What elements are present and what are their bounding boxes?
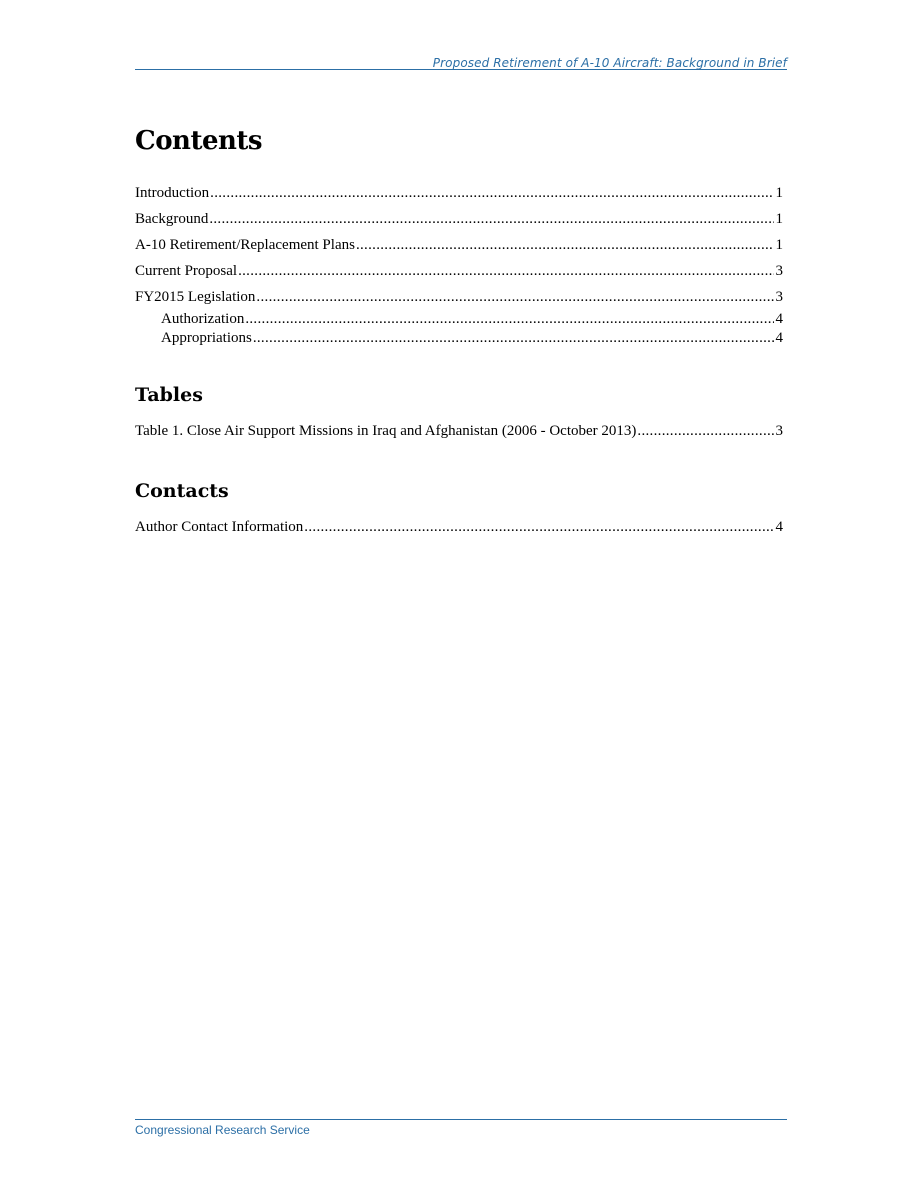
toc-entry-label: Introduction bbox=[135, 185, 210, 201]
toc-entry-page: 1 bbox=[775, 211, 783, 227]
contacts-list bbox=[135, 514, 783, 540]
toc-entry-label: Background bbox=[135, 211, 209, 227]
toc-entry-label: Authorization bbox=[161, 311, 245, 327]
running-header bbox=[135, 54, 787, 70]
publisher-name: Congressional Research Service bbox=[135, 1123, 310, 1137]
dot-leader bbox=[238, 258, 773, 284]
toc-entry-background[interactable] bbox=[135, 206, 783, 232]
toc-entry-label: Appropriations bbox=[161, 330, 252, 346]
contents-list bbox=[135, 180, 783, 348]
toc-entry-current-proposal[interactable] bbox=[135, 258, 783, 284]
toc-entry-label: Current Proposal bbox=[135, 263, 238, 279]
toc-entry-appropriations[interactable] bbox=[135, 329, 783, 348]
toc-entry-page: 3 bbox=[775, 423, 783, 439]
toc-entry-label: Table 1. Close Air Support Missions in Iraq and Afghanistan (2006 - October 2013) bbox=[135, 423, 637, 439]
contacts-heading: Contacts bbox=[135, 480, 229, 502]
dot-leader bbox=[304, 514, 773, 540]
toc-entry-label: A-10 Retirement/Replacement Plans bbox=[135, 237, 355, 253]
toc-entry-fy2015-legislation[interactable] bbox=[135, 284, 783, 310]
contacts-section bbox=[135, 478, 783, 540]
toc-entry-page: 1 bbox=[775, 185, 783, 201]
table-of-contents bbox=[135, 122, 783, 540]
toc-entry-page: 3 bbox=[775, 263, 783, 279]
dot-leader bbox=[253, 329, 774, 348]
dot-leader bbox=[209, 206, 773, 232]
running-footer bbox=[135, 1119, 787, 1137]
toc-entry-authorization[interactable] bbox=[135, 310, 783, 329]
tables-section bbox=[135, 382, 783, 444]
dot-leader bbox=[245, 310, 773, 329]
contents-heading: Contents bbox=[135, 126, 263, 156]
dot-leader bbox=[256, 284, 773, 310]
contents-section bbox=[135, 122, 783, 348]
toc-entry-page: 4 bbox=[775, 519, 783, 535]
dot-leader bbox=[210, 180, 773, 206]
tables-list bbox=[135, 418, 783, 444]
toc-entry-label: Author Contact Information bbox=[135, 519, 304, 535]
toc-entry-page: 3 bbox=[775, 289, 783, 305]
tables-heading: Tables bbox=[135, 384, 203, 406]
running-title: Proposed Retirement of A-10 Aircraft: Background in Brief bbox=[432, 56, 787, 70]
toc-entry-label: FY2015 Legislation bbox=[135, 289, 256, 305]
toc-entry-introduction[interactable] bbox=[135, 180, 783, 206]
toc-entry-author-contact[interactable] bbox=[135, 514, 783, 540]
toc-entry-page: 1 bbox=[775, 237, 783, 253]
toc-entry-retirement-plans[interactable] bbox=[135, 232, 783, 258]
toc-entry-table-1[interactable] bbox=[135, 418, 783, 444]
toc-entry-page: 4 bbox=[775, 330, 783, 346]
toc-entry-page: 4 bbox=[775, 311, 783, 327]
dot-leader bbox=[637, 418, 773, 444]
dot-leader bbox=[356, 232, 774, 258]
